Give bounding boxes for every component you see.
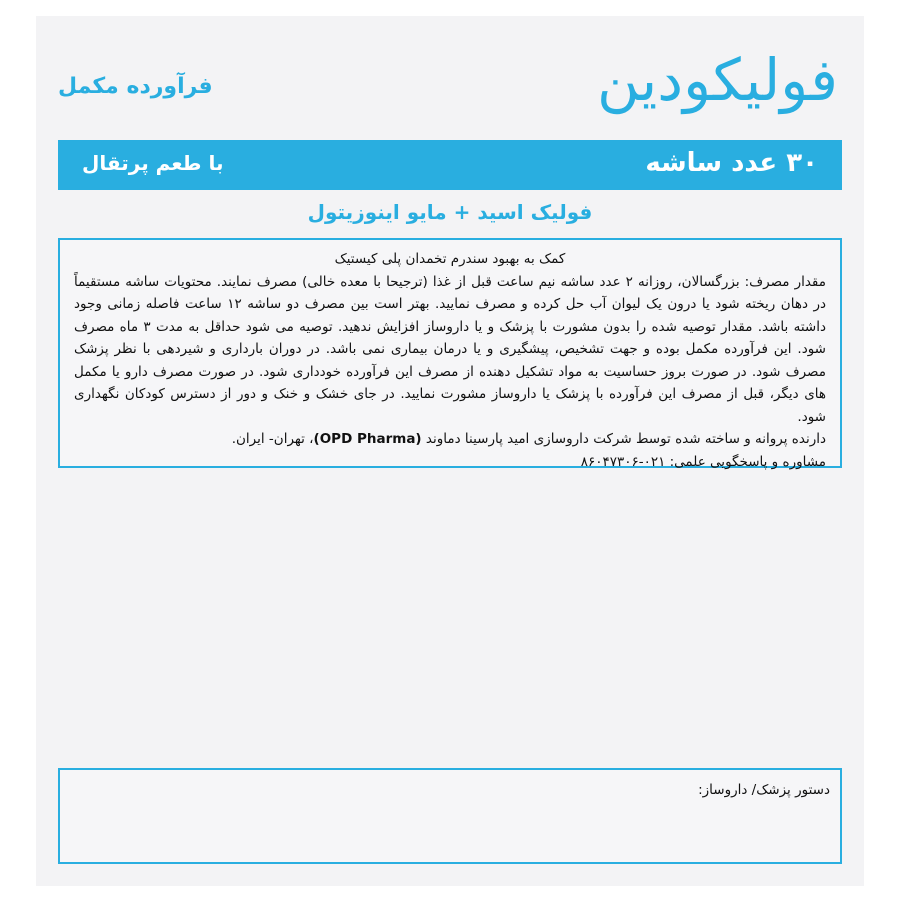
info-box: [58, 238, 842, 468]
manufacturer-latin-name: (OPD Pharma): [313, 431, 422, 447]
usage-instructions: مقدار مصرف: بزرگسالان، روزانه ۲ عدد ساشه نیم ساعت قبل از غذا (ترجیحا با معده خالی) مصرف نمایند. محتویات ساشه مستقیماً در دهان ریخته شود یا درون یک لیوان آب حل کرده و مصرف نمایید. بهتر است بین مصرف دو ساشه ۱۲ ساعت فاصله زمانی وجود داشته باشد. مقدار توصیه شده را بدون مشورت با پزشک و یا داروساز افزایش ندهید. توصیه می شود حداقل به مدت ۳ ماه مصرف شود. این فرآورده مکمل بوده و جهت تشخیص، پیشگیری و یا درمان بیماری نمی باشد. در دوران بارداری و شیردهی با نظر پزشک مصرف شود. در صورت بروز حساسیت به مواد تشکیل دهنده از مصرف این فرآورده خودداری شود. در صورت مصرف دارو یا مکمل های دیگر، قبل از مصرف این فرآورده با پزشک یا داروساز مشورت نمایید. در جای خشک و خنک و دور از دسترس کودکان نگهداری شود.: [74, 273, 826, 425]
package-front: [36, 16, 864, 886]
product-type: فرآورده مکمل: [58, 74, 213, 99]
manufacturer-location: ، تهران- ایران.: [231, 431, 314, 447]
brand-name: فولیکودین: [597, 46, 838, 114]
prescription-box: [58, 768, 842, 864]
flavor-label: با طعم پرتقال: [82, 151, 224, 175]
manufacturer-text: دارنده پروانه و ساخته شده توسط شرکت داروسازی امید پارسینا دماوند: [425, 431, 826, 447]
prescription-label: دستور پزشک/ داروساز:: [698, 782, 830, 798]
sachet-count: ۳۰ عدد ساشه: [645, 148, 818, 178]
consultation-line: مشاوره و پاسخگویی علمی: ۰۲۱-۸۶۰۴۷۳۰۶: [580, 453, 826, 470]
tagline: کمک به بهبود سندرم تخمدان پلی کیستیک: [334, 251, 566, 267]
ingredients-line: فولیک اسید + مایو اینوزیتول: [307, 200, 593, 224]
manufacturer-line: [74, 428, 826, 451]
count-banner: [58, 140, 842, 190]
